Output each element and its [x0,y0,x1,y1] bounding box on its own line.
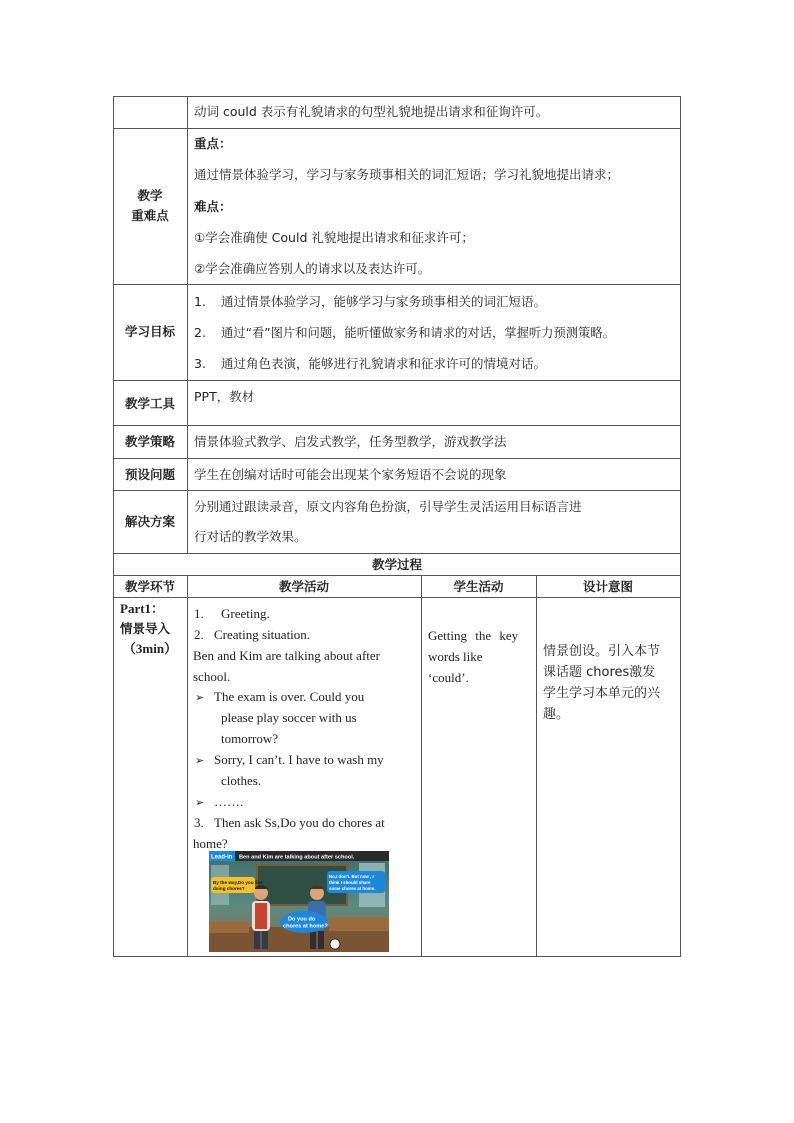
objectives-label: 学习目标 [124,324,175,339]
bubble-left-l1: By the way,Do you like [213,880,263,885]
objective-num-2: 2. [194,325,206,340]
activity-bullet-2-l1: Sorry, I can’t. I have to wash my [214,752,384,767]
key-point-text: 通过情景体验学习，学习与家务琐事相关的词汇短语；学习礼貌地提出请求； [194,167,620,182]
objective-text-2: 通过“看”图片和问题，能听懂做家务和请求的对话，掌握听力预测策略。 [221,326,615,340]
bubble-right-l3: some chores at home. [329,886,376,891]
strategy-text: 情景体验式教学、启发式教学，任务型教学，游戏教学法 [194,434,507,449]
intro-text: 动词 could 表示有礼貌请求的句型礼貌地提出请求和征询许可。 [194,104,549,119]
header-activity: 教学活动 [278,579,329,594]
bullet-arrow-icon: ➢ [195,754,205,767]
strategy-label: 教学策略 [124,434,175,449]
activity-bullet-1-l3: tomorrow? [221,731,279,746]
objective-num-3: 3. [194,356,206,371]
key-point-title: 重点： [194,136,232,151]
solutions-label: 解决方案 [124,514,175,529]
activity-bullet-1-l1: The exam is over. Could you [214,689,365,704]
activity-line-3: Ben and Kim are talking about after [193,648,380,663]
tools-label: 教学工具 [124,396,175,411]
lead-in-picture [209,851,389,952]
student-activity-l3: ‘could’. [428,670,469,685]
bubble-center-l2: chores at home? [283,923,328,930]
picture-banner: Ben and Kim are talking about after school. [239,854,355,861]
bullet-arrow-icon: ➢ [195,691,205,704]
activity-line-4: school. [193,669,231,684]
header-stage: 教学环节 [124,579,175,594]
student-activity-l2: words like [428,649,483,664]
objective-text-3: 通过角色表演，能够进行礼貌请求和征求许可的情境对话。 [221,356,547,371]
tools-text: PPT，教材 [194,389,255,404]
header-intent: 设计意图 [582,579,633,594]
activity-num-2: 2. [194,627,204,642]
activity-item-2: Creating situation. [214,627,311,642]
activity-item-3-l2: home? [193,836,228,851]
solutions-text-2: 行对话的教学效果。 [194,529,307,544]
student-activity-l1-text: Getting the key [428,628,519,643]
bubble-right-l2: think I should share [329,880,371,885]
picture-tag: Lead-in [211,854,233,861]
objective-num-1: 1. [194,294,206,309]
bubble-center-l1: Do you do [288,916,316,923]
student-activity-l1 [428,625,528,646]
problems-text: 学生在创编对话时可能会出现某个家务短语不会说的现象 [194,467,507,482]
activity-item-3-l1: Then ask Ss,Do you do chores at [214,815,385,830]
bullet-arrow-icon: ➢ [195,796,205,809]
activity-item-1: Greeting. [221,606,270,621]
intent-l3: 学生学习本单元的兴 [543,686,661,701]
solutions-text-1: 分别通过跟读录音，原文内容角色扮演，引导学生灵活运用目标语言进 [194,499,582,514]
bubble-right-l1: No,I don't. But now , I [329,874,374,879]
stage-part1: Part1： [120,601,165,616]
activity-bullet-1-l2: please play soccer with us [221,710,357,725]
stage-part1-name: 情景导入 [120,621,171,636]
key-difficult-label-2: 重难点 [131,208,169,223]
difficult-point-2: ②学会准确应答别人的请求以及表达许可。 [194,261,431,276]
difficult-point-title: 难点： [194,199,232,214]
key-difficult-label-1: 教学 [137,188,163,203]
intent-l2: 课话题 chores激发 [543,665,656,680]
difficult-point-1: ①学会准确使 Could 礼貌地提出请求和征求许可； [194,230,474,245]
header-student: 学生活动 [453,579,504,594]
objective-text-1: 通过情景体验学习，能够学习与家务琐事相关的词汇短语。 [221,294,547,309]
activity-bullet-3: ……. [214,794,244,809]
activity-bullet-2-l2: clothes. [221,773,262,788]
intent-l1: 情景创设。引入本节 [543,644,661,659]
activity-num-1: 1. [194,606,204,621]
problems-label: 预设问题 [124,467,175,482]
bubble-left-l2: doing chores? [213,886,245,891]
intent-l4: 趣。 [543,707,570,722]
activity-num-3: 3. [194,815,204,830]
stage-part1-time: （3min） [122,641,178,656]
process-title: 教学过程 [371,557,422,572]
